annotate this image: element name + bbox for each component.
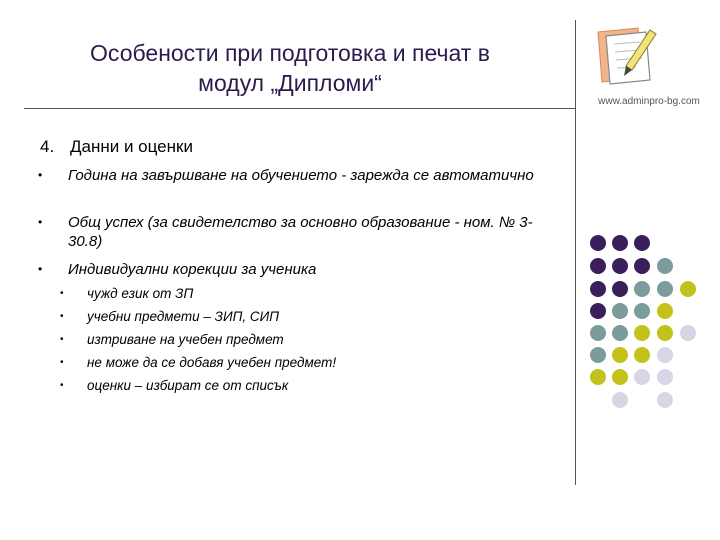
decorative-dot — [590, 325, 606, 341]
slide-title-line-1: Особености при подготовка и печат в — [90, 40, 490, 66]
bullet-icon: • — [60, 311, 64, 322]
bullet-icon: • — [60, 334, 64, 345]
document-pen-icon — [592, 24, 664, 86]
decorative-dot — [657, 347, 673, 363]
decorative-dot — [634, 258, 650, 274]
sub-list-item-text: учебни предмети – ЗИП, СИП — [87, 309, 280, 324]
decorative-dot — [590, 258, 606, 274]
decorative-dot — [612, 235, 628, 251]
decorative-dot — [612, 347, 628, 363]
slide-title — [0, 38, 580, 98]
list-item-text: Година на завършване на обучението - зарежда се автоматично — [68, 167, 534, 184]
decorative-dot — [590, 369, 606, 385]
sub-list-item-text: изтриване на учебен предмет — [87, 332, 284, 347]
sub-list-item-text: оценки – избират се от списък — [87, 378, 289, 393]
vertical-divider — [575, 20, 576, 485]
sub-list-item-text: чужд език от ЗП — [87, 286, 194, 301]
decorative-dot — [680, 281, 696, 297]
decorative-dot — [634, 347, 650, 363]
section-heading — [40, 137, 193, 157]
decorative-dot — [612, 369, 628, 385]
title-divider — [24, 108, 575, 109]
decorative-dot — [657, 392, 673, 408]
sub-list-item — [60, 354, 460, 372]
decorative-dot — [590, 347, 606, 363]
bullet-icon: • — [38, 262, 43, 276]
section-number: 4. — [40, 137, 55, 156]
decorative-dot — [657, 369, 673, 385]
decorative-dot — [612, 392, 628, 408]
sub-list-item — [60, 377, 460, 395]
list-item — [38, 213, 538, 251]
decorative-dot — [590, 281, 606, 297]
decorative-dot — [634, 281, 650, 297]
decorative-dot — [680, 325, 696, 341]
sub-list-item — [60, 331, 460, 349]
decorative-dot — [634, 369, 650, 385]
list-item — [38, 260, 538, 279]
decorative-dot — [634, 235, 650, 251]
bullet-icon: • — [38, 215, 43, 229]
decorative-dot — [657, 303, 673, 319]
decorative-dot — [612, 258, 628, 274]
sub-list-item — [60, 285, 460, 303]
decorative-dot — [657, 281, 673, 297]
bullet-icon: • — [60, 288, 64, 299]
decorative-dot — [612, 303, 628, 319]
website-url: www.adminpro-bg.com — [598, 96, 700, 107]
bullet-icon: • — [60, 380, 64, 391]
list-item-text: Общ успех (за свидетелство за основно образование - ном. № 3-30.8) — [68, 214, 533, 250]
decorative-dot — [634, 325, 650, 341]
list-item — [38, 166, 538, 185]
section-heading-text: Данни и оценки — [70, 137, 193, 156]
bullet-icon: • — [38, 168, 43, 182]
list-item-text: Индивидуални корекции за ученика — [68, 261, 317, 278]
decorative-dot — [590, 235, 606, 251]
decorative-dot — [634, 303, 650, 319]
slide-title-line-2: модул „Дипломи“ — [198, 70, 382, 96]
sub-list-item — [60, 308, 460, 326]
decorative-dot — [612, 281, 628, 297]
decorative-dot — [590, 303, 606, 319]
decorative-dot — [657, 325, 673, 341]
decorative-dot — [657, 258, 673, 274]
sub-list-item-text: не може да се добавя учебен предмет! — [87, 355, 337, 370]
bullet-icon: • — [60, 357, 64, 368]
decorative-dot — [612, 325, 628, 341]
